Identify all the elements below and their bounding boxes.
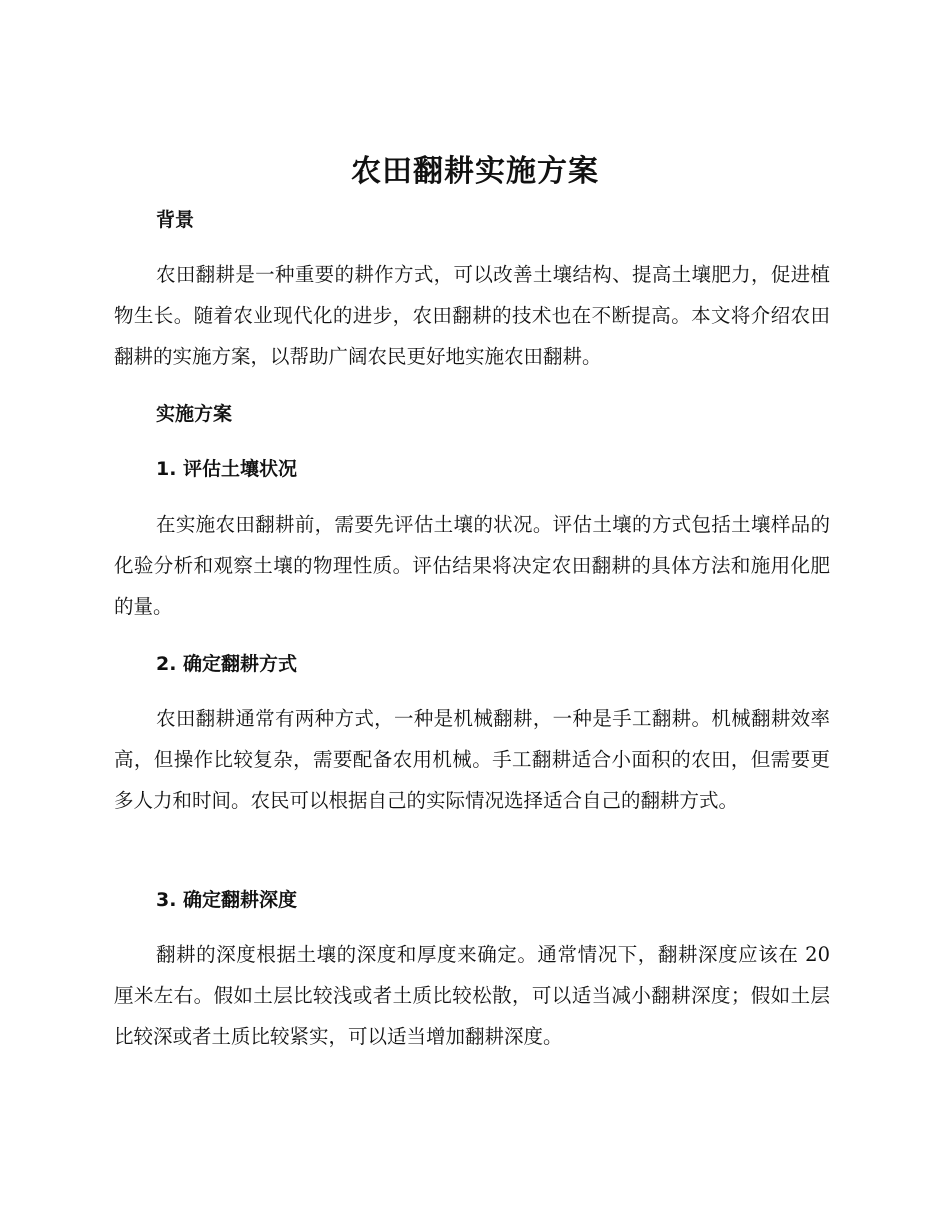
paragraph-assess-soil: 在实施农田翻耕前，需要先评估土壤的状况。评估土壤的方式包括土壤样品的化验分析和观察土壤的物理性质。评估结果将决定农田翻耕的具体方法和施用化肥的量。 [114, 513, 830, 618]
section-heading-tillage-depth: 3. 确定翻耕深度 [156, 889, 298, 911]
section-heading-implementation: 实施方案 [156, 403, 233, 425]
paragraph-background: 农田翻耕是一种重要的耕作方式，可以改善土壤结构、提高土壤肥力，促进植物生长。随着农业现代化的进步，农田翻耕的技术也在不断提高。本文将介绍农田翻耕的实施方案，以帮助广阔农民更好地实施农田翻耕。 [114, 263, 830, 368]
section-heading-tillage-method: 2. 确定翻耕方式 [156, 653, 298, 675]
paragraph-tillage-method: 农田翻耕通常有两种方式，一种是机械翻耕，一种是手工翻耕。机械翻耕效率高，但操作比较复杂，需要配备农用机械。手工翻耕适合小面积的农田，但需要更多人力和时间。农民可以根据自己的实际情况选择适合自己的翻耕方式。 [114, 707, 830, 812]
section-heading-background: 背景 [156, 209, 195, 231]
paragraph-tillage-depth: 翻耕的深度根据土壤的深度和厚度来确定。通常情况下，翻耕深度应该在 20 厘米左右。假如土层比较浅或者土质比较松散，可以适当减小翻耕深度；假如土层比较深或者土质比较紧实，可以适当增加翻耕深度。 [114, 943, 830, 1048]
section-heading-assess-soil: 1. 评估土壤状况 [156, 458, 298, 480]
document-title: 农田翻耕实施方案 [351, 154, 599, 189]
